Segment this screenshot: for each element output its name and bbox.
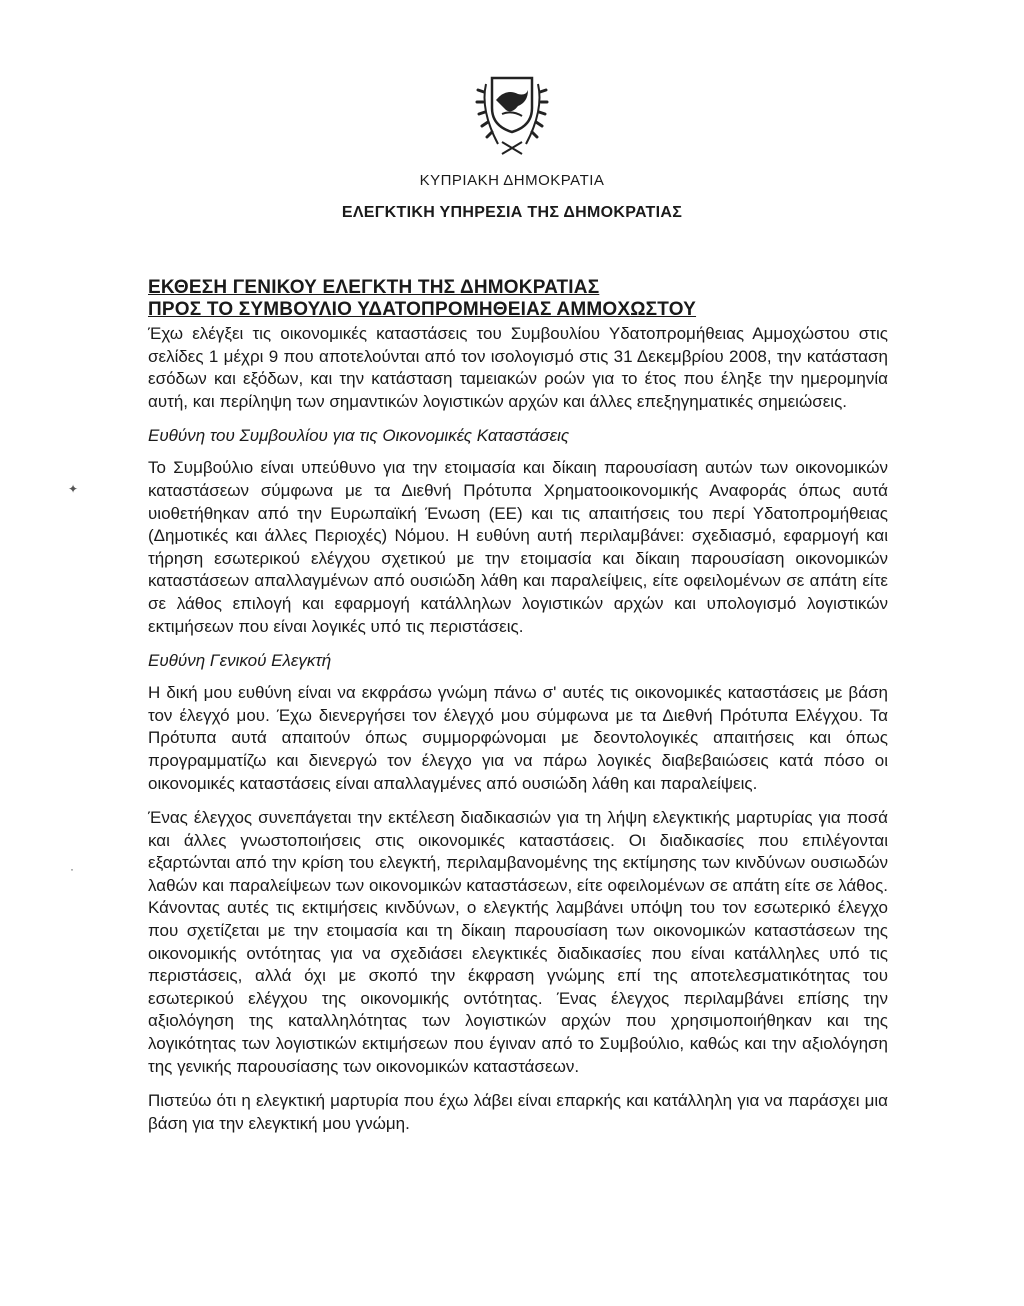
section-heading-auditor-responsibility: Ευθύνη Γενικού Ελεγκτή bbox=[148, 651, 332, 671]
report-body bbox=[148, 277, 888, 1135]
report-title-line2: ΠΡΟΣ ΤΟ ΣΥΜΒΟΥΛΙΟ ΥΔΑΤΟΠΡΟΜΗΘΕΙΑΣ ΑΜΜΟΧΩΣΤΟΥ bbox=[148, 299, 697, 320]
country-name: ΚΥΠΡΙΑΚΗ ΔΗΜΟΚΡΑΤΙΑ bbox=[419, 172, 605, 189]
coat-of-arms-icon bbox=[462, 70, 562, 162]
report-title-line1: ΕΚΘΕΣΗ ΓΕΝΙΚΟΥ ΕΛΕΓΚΤΗ ΤΗΣ ΔΗΜΟΚΡΑΤΙΑΣ bbox=[148, 277, 600, 298]
auditor-responsibility-paragraph: Η δική μου ευθύνη είναι να εκφράσω γνώμη πάνω σ' αυτές τις οικονομικές καταστάσεις με βάση τον έλεγχό μου. Έχω διενεργήσει τον έλεγχό μου σύμφωνα με τα Διεθνή Πρότυπα Ελέγχου. Τα Πρότυπα αυτά απαιτούν όπως συμμορφώνομαι με δεοντολογικές απαιτήσεις και όπως προγραμματίζω και διενεργώ τον έλεγχο για να πάρω λογικές διαβεβαιώσεις κατά πόσο οι οικονομικές καταστάσεις είναι απαλλαγμένες από ουσιώδη λάθη και παραλείψεις. bbox=[148, 683, 888, 793]
audit-procedures-paragraph: Ένας έλεγχος συνεπάγεται την εκτέλεση διαδικασιών για τη λήψη ελεγκτικής μαρτυρίας για ποσά και άλλες γνωστοποιήσεις στις οικονομικές καταστάσεις. Οι διαδικασίες που επιλέγονται εξαρτώνται από την κρίση του ελεγκτή, περιλαμβανομένης της εκτίμησης των κινδύνων ουσιωδών λαθών και παραλείψεων των οικονομικών καταστάσεων, είτε οφειλομένων σε απάτη είτε σε λάθος. Κάνοντας αυτές τις εκτιμήσεις κινδύνων, ο ελεγκτής λαμβάνει υπόψη του τον εσωτερικό έλεγχο που σχετίζεται με την ετοιμασία και τη δίκαιη παρουσίαση των οικονομικών καταστάσεων της οικονομικής οντότητας για να σχεδιάσει ελεγκτικές διαδικασίες που είναι κατάλληλες υπό τις περιστάσεις, αλλά όχι με σκοπό την έκφραση γνώμης επί της αποτελεσματικότητας του εσωτερικού ελέγχου της οικονομικής οντότητας. Ένας έλεγχος περιλαμβάνει επίσης την αξιολόγηση της καταλληλότητας των λογιστικών αρχών που χρησιμοποιήθηκαν και της λογικότητας των λογιστικών εκτιμήσεων που έγιναν από το Συμβούλιο, καθώς και την αξιολόγηση της γενικής παρουσίασης των οικονομικών καταστάσεων. bbox=[148, 808, 888, 1076]
scan-mark: ✦ bbox=[68, 482, 79, 496]
audit-evidence-paragraph: Πιστεύω ότι η ελεγκτική μαρτυρία που έχω λάβει είναι επαρκής και κατάλληλη για να παράσχει μια βάση για την ελεγκτική μου γνώμη. bbox=[148, 1091, 888, 1133]
intro-paragraph: Έχω ελέγξει τις οικονομικές καταστάσεις του Συμβουλίου Υδατοπρομήθειας Αμμοχώστου στις σελίδες 1 μέχρι 9 που αποτελούνται από τον ισολογισμό στις 31 Δεκεμβρίου 2008, την κατάσταση εσόδων και εξόδων, και την κατάσταση ταμειακών ροών για το έτος που έληξε την ημερομηνία αυτή, και περίληψη των σημαντικών λογιστικών αρχών και άλλες επεξηγηματικές σημειώσεις. bbox=[148, 324, 888, 411]
scan-mark: · bbox=[70, 862, 74, 876]
board-responsibility-paragraph: Το Συμβούλιο είναι υπεύθυνο για την ετοιμασία και δίκαιη παρουσίαση αυτών των οικονομικών καταστάσεων σύμφωνα με τα Διεθνή Πρότυπα Χρηματοοικονομικής Αναφοράς όπως αυτά υιοθετήθηκαν από την Ευρωπαϊκή Ένωση (ΕΕ) και τις απαιτήσεις του περί Υδατοπρομήθειας (Δημοτικές και άλλες Περιοχές) Νόμου. Η ευθύνη αυτή περιλαμβάνει: σχεδιασμό, εφαρμογή και τήρηση εσωτερικού ελέγχου σχετικού με την ετοιμασία και δίκαιη παρουσίαση οικονομικών καταστάσεων απαλλαγμένων από ουσιώδη λάθη και παραλείψεις, είτε οφειλομένων σε απάτη είτε σε λάθος επιλογή και εφαρμογή κατάλληλων λογιστικών αρχών και υπολογισμό λογιστικών εκτιμήσεων που είναι λογικές υπό τις περιστάσεις. bbox=[148, 458, 888, 636]
office-name: ΕΛΕΓΚΤΙΚΗ ΥΠΗΡΕΣΙΑ ΤΗΣ ΔΗΜΟΚΡΑΤΙΑΣ bbox=[341, 204, 683, 221]
section-heading-board-responsibility: Ευθύνη του Συμβουλίου για τις Οικονομικές Καταστάσεις bbox=[148, 426, 570, 446]
